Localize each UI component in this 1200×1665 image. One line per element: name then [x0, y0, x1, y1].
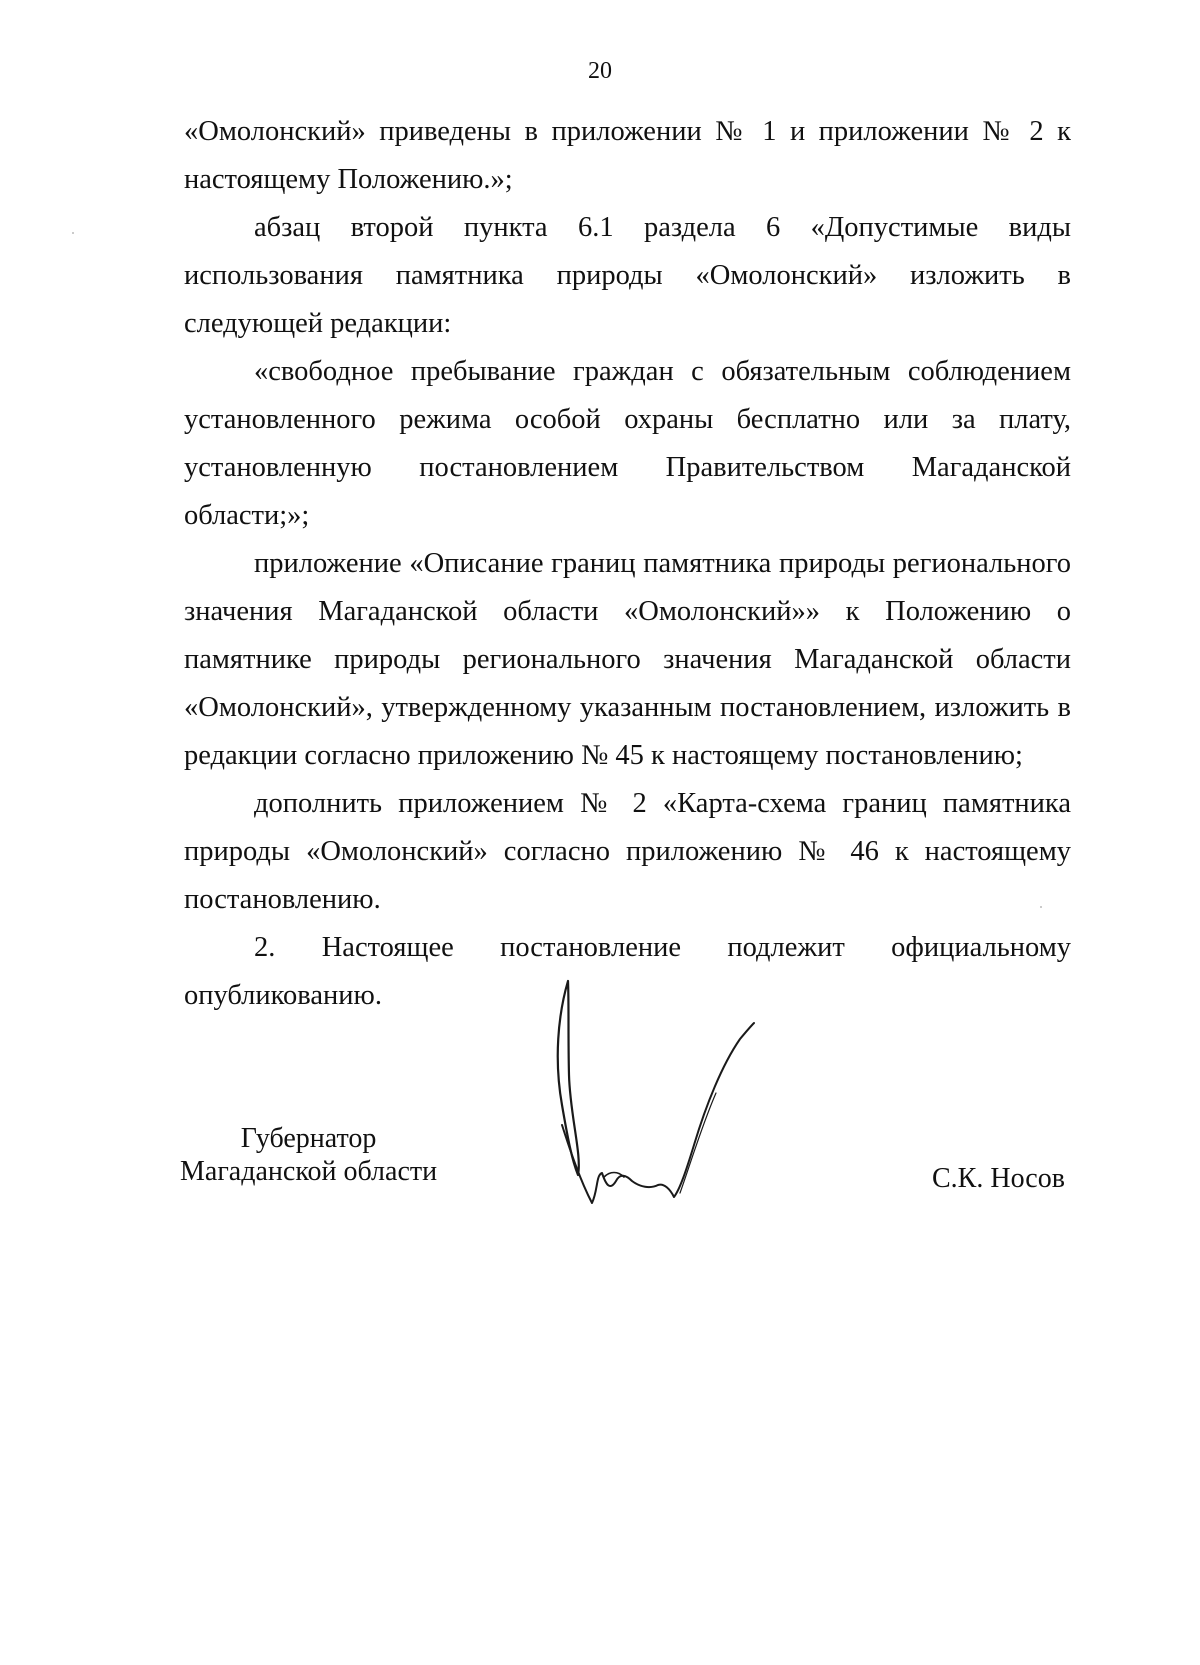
signatory-name: С.К. Носов [932, 1163, 1065, 1194]
scan-speck [72, 232, 74, 234]
handwritten-signature [540, 975, 800, 1220]
page-number: 20 [588, 58, 612, 84]
paragraph-quoted-text: «свободное пребывание граждан с обязательным соблюдением установленного режима особой охраны бесплатно или за плату, установленную постановлением Правительством Магаданской области;»; [184, 356, 1071, 531]
paragraph-amendment-6-1: абзац второй пункта 6.1 раздела 6 «Допустимые виды использования памятника природы «Омолонский» изложить в следующей редакции: [184, 212, 1071, 339]
signatory-title-line2: Магаданской области [180, 1156, 438, 1187]
paragraph-continuation: «Омолонский» приведены в приложении № 1 и приложении № 2 к настоящему Положению.»; [184, 116, 1071, 195]
signatory-title-line1: Губернатор [240, 1123, 377, 1154]
scan-speck [1040, 906, 1042, 908]
paragraph-boundaries-appendix: приложение «Описание границ памятника природы регионального значения Магаданской области «Омолонский»» к Положению о памятнике природы регионального значения Магаданской области «Омолонский», утвержденному указанным постановлением, изложить в редакции согласно приложению № 45 к настоящему постановлению; [184, 548, 1071, 771]
paragraph-publication: 2. Настоящее постановление подлежит официальному опубликованию. [184, 932, 1071, 1011]
paragraph-map-appendix: дополнить приложением № 2 «Карта-схема границ памятника природы «Омолонский» согласно приложению № 46 к настоящему постановлению. [184, 788, 1071, 915]
document-body [184, 108, 1071, 1020]
signatory-title [180, 1122, 437, 1188]
